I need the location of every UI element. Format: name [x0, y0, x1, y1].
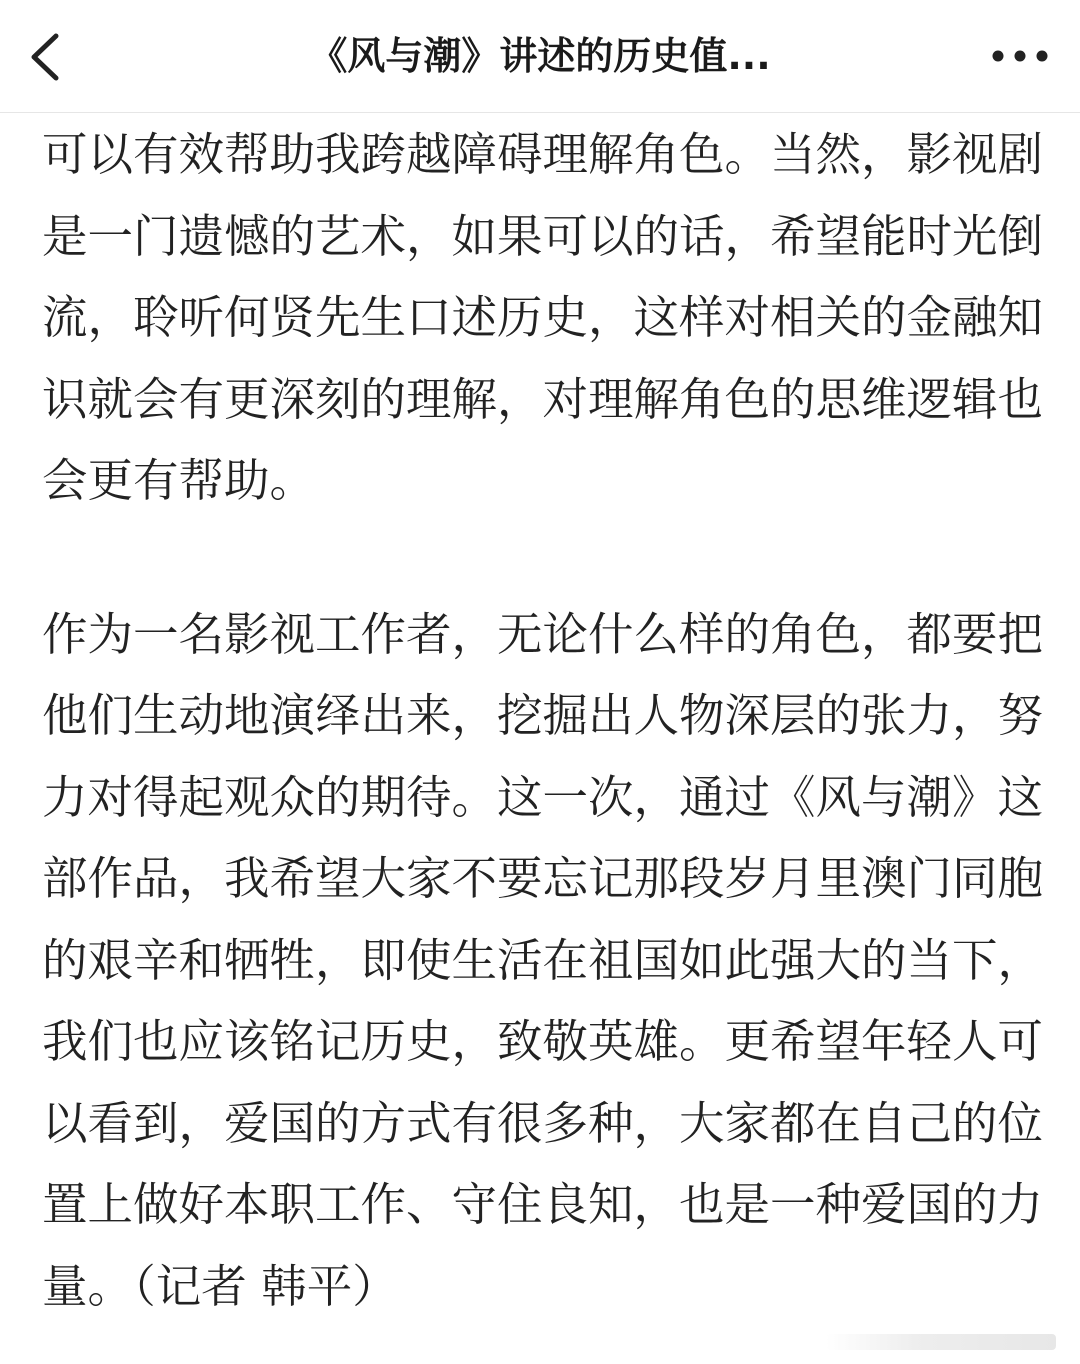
chevron-left-icon — [18, 22, 78, 90]
watermark — [826, 1334, 1056, 1350]
text-line: 作为一名影视工作者，无论什么样的角色，都要把 — [42, 607, 1044, 661]
more-horizontal-icon — [988, 28, 1052, 84]
article-body — [42, 114, 1042, 1327]
text-line: 的艰辛和牺牲，即使生活在祖国如此强大的当下， — [42, 933, 1044, 987]
text-line: 识就会有更深刻的理解，对理解角色的思维逻辑也 — [42, 372, 1044, 426]
text-line: 流，聆听何贤先生口述历史，这样对相关的金融知 — [42, 291, 1044, 344]
back-button[interactable] — [18, 22, 78, 90]
text-line: 置上做好本职工作、守住良知，也是一种爱国的力 — [42, 1178, 1044, 1231]
page-title: 《风与潮》讲述的历史值... — [309, 34, 771, 78]
text-line: 可以有效帮助我跨越障碍理解角色。当然，影视剧 — [42, 128, 1044, 181]
text-line: 部作品，我希望大家不要忘记那段岁月里澳门同胞 — [42, 852, 1044, 905]
text-line: 我们也应该铭记历史，致敬英雄。更希望年轻人可 — [42, 1015, 1044, 1068]
text-line: 是一门遗憾的艺术，如果可以的话，希望能时光倒 — [42, 209, 1044, 263]
text-line: 以看到，爱国的方式有很多种，大家都在自己的位 — [42, 1096, 1044, 1150]
text-line: 会更有帮助。 — [42, 454, 316, 507]
text-line: 他们生动地演绎出来，挖掘出人物深层的张力，努 — [42, 689, 1044, 742]
more-button[interactable] — [988, 28, 1052, 84]
text-line: 量。（记者 韩平） — [42, 1259, 398, 1313]
nav-bar — [0, 0, 1080, 113]
article-paragraph — [42, 114, 1042, 522]
text-line: 力对得起观众的期待。这一次，通过《风与潮》这 — [42, 770, 1044, 824]
article-paragraph — [42, 594, 1042, 1328]
